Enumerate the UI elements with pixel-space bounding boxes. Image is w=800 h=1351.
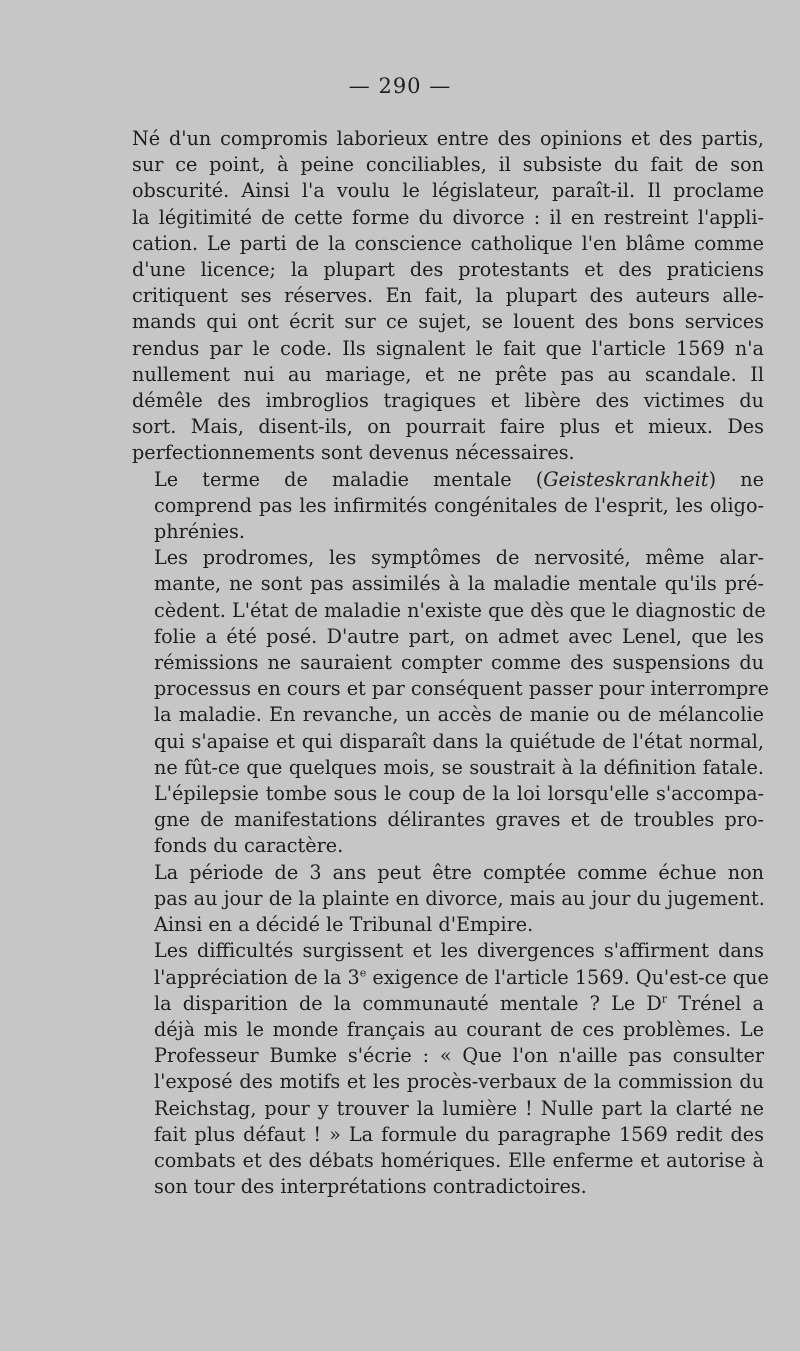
text-line: fonds du caractère. [154,834,344,858]
text-line: nullement nui au mariage, et ne prête pas au scandale. Il [132,362,764,386]
text-line: d'une licence; la plupart des protestants et des praticiens [132,258,764,282]
text-line: rendus par le code. Ils signalent le fait que l'article 1569 n'a [132,336,764,360]
text-line: démêle des imbroglios tragiques et libère des victimes du [132,389,764,413]
text-line: Les difficultés surgissent et les divergences s'affirment dans [154,939,764,963]
text-line: sur ce point, à peine conciliables, il subsiste du fait de son [132,153,764,177]
text-fragment: Trénel a [667,991,764,1015]
paragraph-2 [132,467,764,546]
text-fragment: Le terme de maladie mentale ( [154,467,544,491]
body-text [132,126,769,1200]
paragraph-1 [132,126,764,467]
text-line: sort. Mais, disent-ils, on pourrait faire plus et mieux. Des [132,415,764,439]
text-line: L'épilepsie tombe sous le coup de la loi lorsqu'elle s'accompa- [154,782,764,806]
text-line: Ainsi en a décidé le Tribunal d'Empire. [154,913,534,937]
text-line [132,965,769,991]
text-line: fait plus défaut ! » La formule du paragraphe 1569 redit des [154,1122,764,1146]
text-line: processus en cours et par conséquent passer pour interrompre [154,677,769,701]
text-line: mands qui ont écrit sur ce sujet, se louent des bons services [132,310,764,334]
text-line: cation. Le parti de la conscience catholique l'en blâme comme [132,231,764,255]
text-line: la maladie. En revanche, un accès de manie ou de mélancolie [154,703,764,727]
text-line: critiquent ses réserves. En fait, la plupart des auteurs alle- [132,284,764,308]
superscript: r [661,992,668,1006]
text-line: Reichstag, pour y trouver la lumière ! Nulle part la clarté ne [154,1096,764,1120]
superscript: e [359,966,367,980]
text-line: Né d'un compromis laborieux entre des opinions et des partis, [132,127,764,150]
text-line [132,467,764,493]
text-fragment: exigence de l'article 1569. Qu'est-ce que [366,965,769,989]
text-line: La période de 3 ans peut être comptée comme échue non [154,860,764,884]
text-line: ne fût-ce que quelques mois, se soustrait à la définition fatale. [154,755,764,779]
paragraph-4 [132,860,764,939]
page-number: — 290 — [348,74,452,98]
text-line: Les prodromes, les symptômes de nervosité, même alar- [154,546,764,570]
text-line: folie a été posé. D'autre part, on admet avec Lenel, que les [154,624,764,648]
text-line [132,991,764,1017]
text-fragment: ) ne [708,467,764,491]
text-line: obscurité. Ainsi l'a voulu le législateur, paraît-il. Il proclame [132,179,764,203]
text-line: son tour des interprétations contradictoires. [154,1175,587,1199]
text-line: qui s'apaise et qui disparaît dans la quiétude de l'état normal, [154,729,764,753]
text-line: déjà mis le monde français au courant de ces problèmes. Le [154,1017,764,1041]
text-line: pas au jour de la plainte en divorce, mais au jour du jugement. [154,886,765,910]
text-line: phrénies. [154,520,245,544]
paragraph-3 [132,545,769,859]
paragraph-5 [132,938,769,1200]
text-line: perfectionnements sont devenus nécessaires. [132,441,575,465]
text-line: la légitimité de cette forme du divorce : il en restreint l'appli- [132,205,764,229]
text-fragment: la disparition de la communauté mentale ? Le D [154,991,662,1015]
text-line: l'exposé des motifs et les procès-verbaux de la commission du [154,1070,764,1094]
text-line: rémissions ne sauraient compter comme des suspensions du [154,651,764,675]
text-line: mante, ne sont pas assimilés à la maladie mentale qu'ils pré- [154,572,764,596]
text-line: combats et des débats homériques. Elle enferme et autorise à [154,1148,764,1172]
text-line: cèdent. L'état de maladie n'existe que dès que le diagnostic de [154,598,766,622]
text-line: gne de manifestations délirantes graves et de troubles pro- [154,808,764,832]
italic-term: Geisteskrankheit [543,467,709,491]
text-fragment: l'appréciation de la 3 [154,965,360,989]
text-line: Professeur Bumke s'écrie : « Que l'on n'aille pas consulter [154,1044,764,1068]
text-line: comprend pas les infirmités congénitales de l'esprit, les oligo- [154,493,764,517]
